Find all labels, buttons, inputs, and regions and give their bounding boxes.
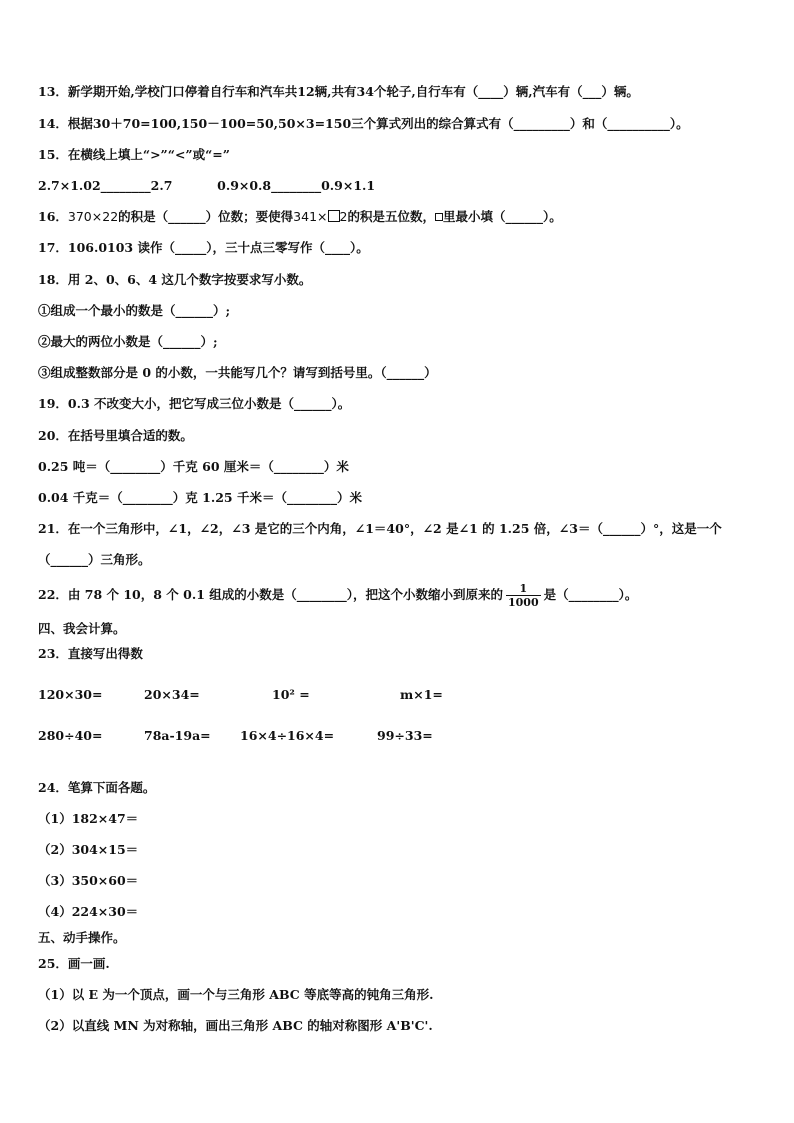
question-21-line-2: （______）三角形。 bbox=[38, 552, 151, 567]
question-21-line-1: 21．在一个三角形中，∠1，∠2，∠3 是它的三个内角，∠1＝40°，∠2 是∠1 的 1.25 倍，∠3＝（______）°，这是一个 bbox=[38, 521, 722, 536]
calc-item: 20×34= bbox=[144, 687, 200, 702]
small-box-icon bbox=[435, 213, 443, 221]
q22-text: 22．由 78 个 10，8 个 0.1 组成的小数是（________），把这个小数缩小到原来的 bbox=[38, 587, 503, 602]
question-18-part-2: ②最大的两位小数是（______）; bbox=[38, 334, 218, 349]
q16-text-3: 里最小填（______）。 bbox=[442, 209, 562, 224]
q22-text-2: 是（________）。 bbox=[543, 587, 638, 602]
question-15-comparisons bbox=[38, 178, 375, 194]
q16-text-2: 的积是五位数， bbox=[347, 209, 435, 224]
question-23: 23．直接写出得数 bbox=[38, 646, 143, 661]
comparison-b: 0.9×0.8________0.9×1.1 bbox=[217, 178, 376, 193]
question-13: 13．新学期开始,学校门口停着自行车和汽车共12辆,共有34个轮子,自行车有（____）辆,汽车有（___）辆。 bbox=[38, 84, 639, 99]
question-18: 18．用 2、0、6、4 这几个数字按要求写小数。 bbox=[38, 272, 312, 287]
calc-item: 280÷40= bbox=[38, 728, 103, 743]
q16-expression-1: 370×22 bbox=[67, 209, 119, 224]
question-25-part-1: （1）以 E 为一个顶点，画一个与三角形 ABC 等底等高的钝角三角形. bbox=[38, 987, 434, 1002]
fraction-denominator: 1000 bbox=[508, 596, 539, 609]
fraction-numerator: 1 bbox=[506, 582, 541, 596]
written-calc-item: （3）350×60＝ bbox=[38, 873, 139, 888]
calc-item: 16×4÷16×4= bbox=[240, 728, 335, 743]
question-20-row-1: 0.25 吨＝（________）千克 60 厘米＝（________）米 bbox=[38, 459, 349, 474]
question-20-row-2: 0.04 千克＝（________）克 1.25 千米＝（________）米 bbox=[38, 490, 362, 505]
calc-item: 10² = bbox=[272, 687, 310, 702]
comparison-a: 2.7×1.02________2.7 bbox=[38, 178, 173, 193]
question-14: 14．根据30＋70=100,150－100=50,50×3=150三个算式列出的综合算式有（_________）和（__________）。 bbox=[38, 116, 689, 131]
calc-item: 99÷33= bbox=[377, 728, 433, 743]
question-24: 24．笔算下面各题。 bbox=[38, 780, 156, 795]
question-25-part-2: （2）以直线 MN 为对称轴，画出三角形 ABC 的轴对称图形 A'B'C'. bbox=[38, 1018, 433, 1033]
calc-item: 120×30= bbox=[38, 687, 103, 702]
q16-expression-2: 341× 2 bbox=[293, 209, 348, 224]
blank-box-icon bbox=[328, 210, 340, 222]
q16-text: 的积是（______）位数；要使得 bbox=[118, 209, 294, 224]
q16-number: 16． bbox=[38, 209, 68, 224]
question-20: 20．在括号里填合适的数。 bbox=[38, 428, 193, 443]
question-16 bbox=[38, 209, 562, 225]
section-5-heading: 五、动手操作。 bbox=[38, 930, 126, 945]
question-18-part-1: ①组成一个最小的数是（______）; bbox=[38, 303, 231, 318]
question-25: 25．画一画. bbox=[38, 956, 110, 971]
written-calc-item: （1）182×47＝ bbox=[38, 811, 139, 826]
calc-item: m×1= bbox=[400, 687, 443, 702]
question-15: 15．在横线上填上“>”“<”或“=” bbox=[38, 147, 230, 162]
question-22 bbox=[38, 578, 637, 612]
fraction bbox=[506, 582, 541, 609]
section-4-heading: 四、我会计算。 bbox=[38, 621, 126, 636]
calc-item: 78a-19a= bbox=[144, 728, 211, 743]
question-19: 19．0.3 不改变大小，把它写成三位小数是（______）。 bbox=[38, 396, 351, 411]
written-calc-item: （2）304×15＝ bbox=[38, 842, 139, 857]
question-17: 17．106.0103 读作（_____），三十点三零写作（____）。 bbox=[38, 240, 369, 255]
question-18-part-3: ③组成整数部分是 0 的小数，一共能写几个？请写到括号里。（______） bbox=[38, 365, 437, 380]
written-calc-item: （4）224×30＝ bbox=[38, 904, 139, 919]
